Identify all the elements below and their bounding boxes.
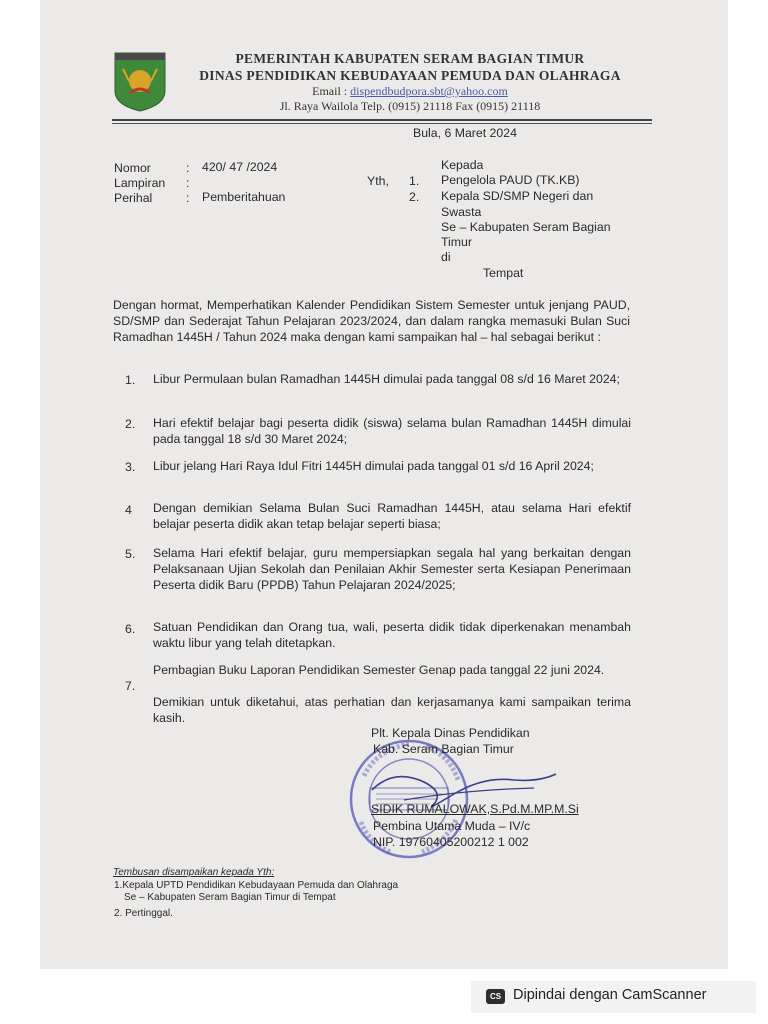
item-number: 6. [125,622,136,636]
recipient-number: 2. [409,190,420,204]
item-number: 4 [125,503,132,517]
item-text: Hari efektif belajar bagi peserta didik (siswa) selama bulan Ramadhan 1445H dimulai pada tanggal 18 s/d 30 Maret 2024; [153,416,631,446]
recipient-1: Pengelola PAUD (TK.KB) [441,173,580,187]
kepada-label: Kepada [441,158,484,172]
tembusan-heading: Tembusan disampaikan kepada Yth: [113,867,275,878]
letterhead-rule-thin [112,123,652,124]
item-text: Libur jelang Hari Raya Idul Fitri 1445H dimulai pada tanggal 01 s/d 16 April 2024; [153,459,594,473]
recipient-2-cont: Timur [441,235,472,249]
tempat-label: Tempat [483,266,524,280]
camscanner-icon: CS [486,989,505,1004]
item-text: Dengan demikian Selama Bulan Suci Ramadhan 1445H, atau selama Hari efektif belajar peserta didik akan tetap belajar seperti biasa; [153,501,631,531]
kop-department: DINAS PENDIDIKAN KEBUDAYAAN PEMUDA DAN OLAHRAGA [199,68,621,83]
perihal-value: Pemberitahuan [202,190,286,204]
signatory-region: Kab. Seram Bagian Timur [373,742,514,756]
lampiran-label: Lampiran [114,176,166,190]
item-number: 1. [125,373,136,387]
item-text: Libur Permulaan bulan Ramadhan 1445H dimulai pada tanggal 08 s/d 16 Maret 2024; [153,372,620,386]
signatory-nip: NIP. 19760405200212 1 002 [373,835,529,849]
tembusan-line: 1.Kepala UPTD Pendidikan Kebudayaan Pemuda dan Olahraga [114,880,399,891]
item-text: Selama Hari efektif belajar, guru mempersiapkan segala hal yang berkaitan dengan Pelaksanaan Ujian Sekolah dan Penilaian Akhir Semester serta Kesiapan Penerimaan Peserta didik Baru (PPDB) Tahun Pelajaran 2024/2025; [153,546,631,592]
letterhead-rule [112,119,652,121]
regency-logo-icon [113,51,167,113]
kop-email: Email : dispendbudpora.sbt@yahoo.com [312,84,508,98]
colon: : [186,161,190,175]
di-label: di [441,250,451,264]
signatory-title: Plt. Kepala Dinas Pendidikan [371,726,530,740]
recipient-number: 1. [409,174,420,188]
signatory-name: SIDIK RUMALOWAK,S.Pd.M.MP.M.Si [371,802,579,816]
item-number: 2. [125,417,136,431]
letterhead [170,50,650,114]
yth-label: Yth, [367,174,389,188]
item-number: 7. [125,679,136,693]
nomor-value: 420/ 47 /2024 [202,160,278,174]
colon: : [186,191,190,205]
intro-paragraph: Dengan hormat, Memperhatikan Kalender Pendidikan Sistem Semester untuk jenjang PAUD, SD/SMP dan Sederajat Tahun Pelajaran 2023/2024, dan dalam rangka memasuki Bulan Suci Ramadhan 1445H / Tahun 2024 maka dengan kami sampaikan hal – hal sebagai berikut : [113,298,630,345]
signatory-rank: Pembina Utama Muda – IV/c [373,819,531,833]
closing-paragraph: Demikian untuk diketahui, atas perhatian dan kerjasamanya kami sampaikan terima kasih. [153,695,631,725]
recipient-2-cont: Swasta [441,205,482,219]
item-text: Pembagian Buku Laporan Pendidikan Semester Genap pada tanggal 22 juni 2024. [153,663,605,677]
nomor-label: Nomor [114,161,151,175]
letter-date: Bula, 6 Maret 2024 [413,126,517,140]
perihal-label: Perihal [114,191,153,205]
kop-address: Jl. Raya Wailola Telp. (0915) 21118 Fax (0915) 21118 [279,99,541,113]
camscanner-label: Dipindai dengan CamScanner [513,987,707,1003]
item-text: Satuan Pendidikan dan Orang tua, wali, peserta didik tidak diperkenakan menambah waktu libur yang telah ditetapkan. [153,620,631,650]
recipient-2-cont: Se – Kabupaten Seram Bagian [441,220,611,234]
tembusan-line: 2. Pertinggal. [114,908,173,919]
camscanner-badge [471,981,756,1013]
recipient-2: Kepala SD/SMP Negeri dan [441,189,594,203]
item-number: 3. [125,460,136,474]
colon: : [186,176,190,190]
tembusan-line: Se – Kabupaten Seram Bagian Timur di Tempat [124,892,336,903]
kop-government: PEMERINTAH KABUPATEN SERAM BAGIAN TIMUR [235,51,585,66]
item-number: 5. [125,547,136,561]
email-link[interactable]: dispendbudpora.sbt@yahoo.com [350,84,508,98]
